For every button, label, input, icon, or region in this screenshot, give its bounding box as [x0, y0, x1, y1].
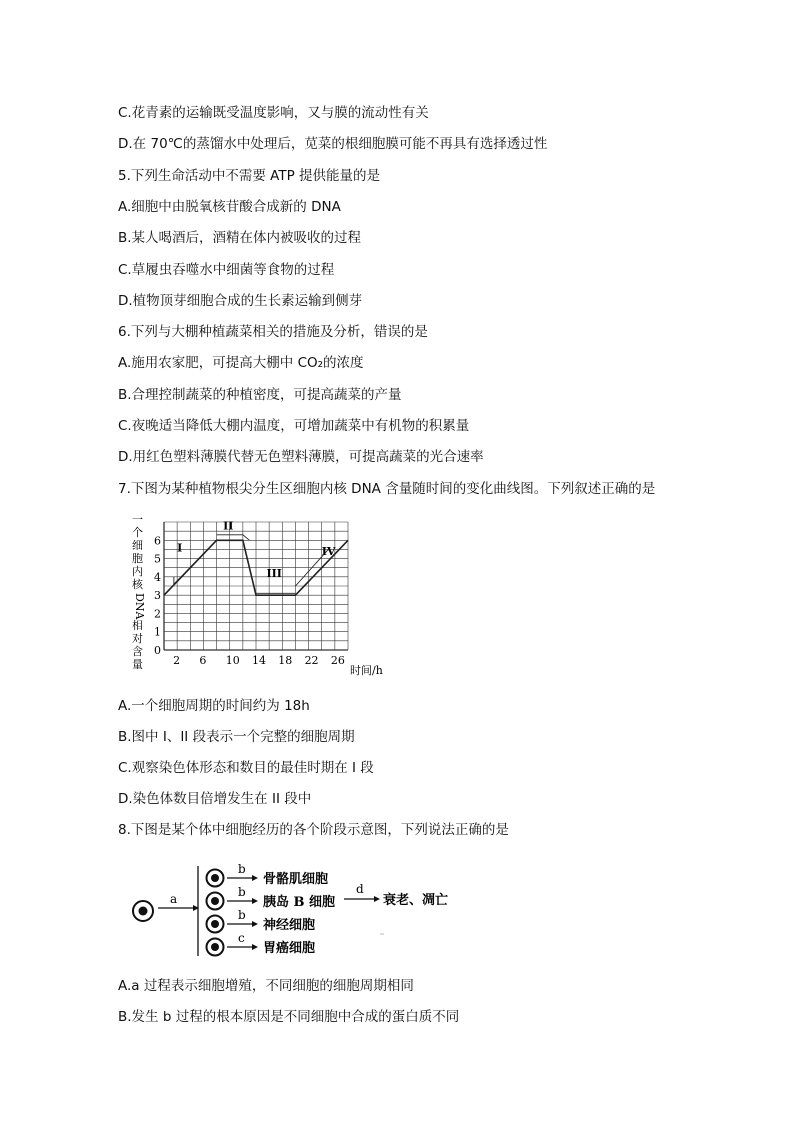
lines-6: D.植物顶芽细胞合成的生长素运输到侧芽 — [118, 292, 363, 309]
y-tick-label: 1 — [154, 625, 161, 639]
segment-label-4: IV — [321, 544, 336, 558]
y-axis-title-char: 核 — [132, 578, 143, 591]
y-axis-title-char: 细 — [132, 539, 143, 552]
lines-4: B.某人喝酒后，酒精在体内被吸收的过程 — [118, 230, 362, 247]
lines3-1: B.发生 b 过程的根本原因是不同细胞中合成的蛋白质不同 — [118, 1009, 460, 1025]
row-arrow-label-2: b — [238, 885, 246, 899]
row-arrowhead-4 — [252, 944, 258, 950]
y-tick-label: 2 — [154, 607, 161, 621]
x-tick-label: 2 — [173, 654, 181, 667]
arrow-label-a: a — [170, 892, 178, 906]
cell-name-1: 骨骼肌细胞 — [263, 872, 329, 887]
y-tick-label: 6 — [154, 534, 161, 548]
row-arrow-label-4: c — [238, 931, 245, 945]
cell-nucleus-4 — [211, 943, 219, 951]
segment-label-3: III — [266, 566, 282, 580]
y-axis-title-char: 胞 — [132, 552, 143, 565]
x-tick-label: 22 — [304, 654, 319, 667]
y-axis-title-char: DNA — [133, 593, 146, 620]
x-tick-label: 26 — [330, 654, 345, 667]
lines2-1: B.图中 I、II 段表示一个完整的细胞周期 — [118, 729, 355, 745]
y-axis-title-char: 个 — [132, 526, 143, 539]
lines-9: B.合理控制蔬菜的种植密度，可提高蔬菜的产量 — [118, 386, 402, 403]
y-axis-title-char: 量 — [132, 658, 143, 671]
y-tick-label: 0 — [154, 644, 161, 657]
x-axis-label: 时间/h — [350, 664, 383, 677]
y-axis-title-char: 对 — [132, 632, 143, 645]
lines3-0: A.a 过程表示细胞增殖，不同细胞的细胞周期相同 — [118, 978, 414, 994]
lines-8: A.施用农家肥，可提高大棚中 CO₂的浓度 — [118, 355, 364, 372]
row-arrow-label-3: b — [238, 908, 246, 922]
cell-name-2: 胰岛 B 细胞 — [263, 895, 336, 910]
lines-7: 6.下列与大棚种植蔬菜相关的措施及分析，错误的是 — [118, 324, 428, 341]
cell-name-3: 神经细胞 — [263, 918, 316, 933]
cell-nucleus-2 — [211, 897, 219, 905]
lines2-3: D.染色体数目倍增发生在 II 段中 — [118, 791, 312, 807]
lines-11: D.用红色塑料薄膜代替无色塑料薄膜，可提高蔬菜的光合速率 — [118, 449, 484, 466]
y-axis-title-char: 一 — [132, 513, 143, 526]
y-axis-title-char: 内 — [132, 565, 143, 578]
x-tick-label: 14 — [252, 654, 266, 667]
lines2-2: C.观察染色体形态和数目的最佳时期在 I 段 — [118, 760, 374, 776]
chart-grid — [164, 522, 348, 650]
y-axis-title-char: 含 — [132, 645, 143, 658]
x-tick-label: 6 — [199, 654, 207, 667]
row-arrowhead-2 — [252, 898, 258, 904]
row-arrowhead-1 — [252, 875, 258, 881]
arrow-label-d: d — [356, 882, 364, 896]
lines-0: C.花青素的运输既受温度影响，又与膜的流动性有关 — [118, 105, 429, 121]
y-tick-label: 3 — [154, 589, 161, 603]
segment-label-2: II — [223, 519, 234, 533]
lines-3: A.细胞中由脱氧核苷酸合成新的 DNA — [118, 198, 341, 215]
lines-2: 5.下列生命活动中不需要 ATP 提供能量的是 — [118, 167, 381, 184]
x-tick-label: 18 — [278, 654, 293, 667]
lines-10: C.夜晚适当降低大棚内温度，可增加蔬菜中有机物的积累量 — [118, 418, 470, 434]
y-axis-title — [132, 513, 146, 671]
y-tick-label: 5 — [154, 552, 161, 566]
lines-12: 7.下图为某种植物根尖分生区细胞内核 DNA 含量随时间的变化曲线图。下列叙述正确的是 — [118, 480, 656, 497]
cell-nucleus-1 — [211, 874, 219, 882]
row-arrow-label-1: b — [238, 862, 246, 876]
dna-content-chart — [118, 508, 398, 686]
lines-5: C.草履虫吞噬水中细菌等食物的过程 — [118, 261, 335, 278]
lines2-4: 8.下图是某个体中细胞经历的各个阶段示意图，下列说法正确的是 — [118, 822, 509, 838]
row-arrowhead-3 — [252, 921, 258, 927]
outcome-label: 衰老、凋亡 — [383, 893, 449, 908]
y-tick-label: 4 — [154, 570, 161, 584]
x-tick-label: 10 — [225, 654, 240, 667]
cell-stage-diagram — [118, 858, 478, 968]
lines-1: D.在 70℃的蒸馏水中处理后，苋菜的根细胞膜可能不再具有选择透过性 — [118, 136, 548, 153]
segment-label-1: I — [177, 541, 183, 555]
cell-name-4: 胃癌细胞 — [263, 941, 316, 956]
cell-nucleus-3 — [211, 920, 219, 928]
source-cell-icon — [133, 901, 153, 921]
lines2-0: A.一个细胞周期的时间约为 18h — [118, 698, 310, 714]
segment-bracket-2 — [217, 535, 250, 540]
y-axis-title-char: 相 — [132, 619, 143, 632]
